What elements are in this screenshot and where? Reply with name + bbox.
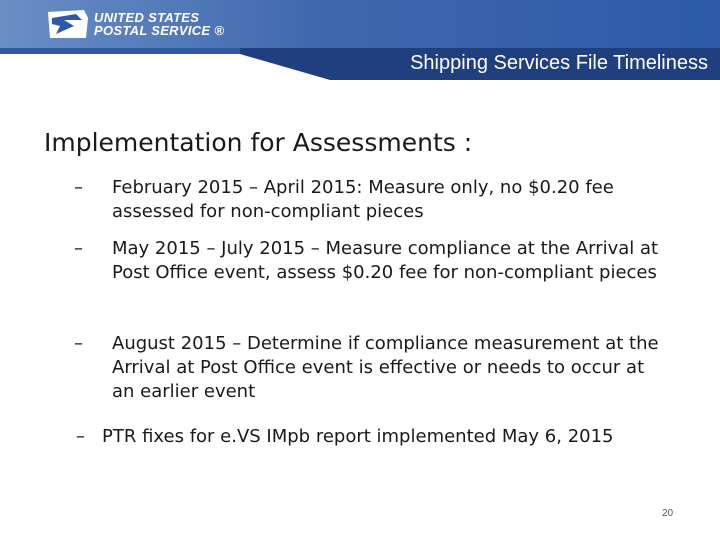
bullet-text: May 2015 – July 2015 – Measure compliance at the Arrival at Post Office event, assess $0.20 fee for non-compliant pieces [112, 238, 659, 283]
bullet-dash: – [74, 177, 83, 198]
bullet-text: February 2015 – April 2015: Measure only, no $0.20 fee assessed for non-compliant pieces [112, 177, 614, 222]
bullet-text: August 2015 – Determine if compliance measurement at the Arrival at Post Office event is effective or needs to occur at an earlier event [112, 333, 659, 402]
slide-header [0, 0, 720, 80]
logo-line-2: POSTAL SERVICE ® [94, 23, 225, 38]
bullet-item [74, 176, 674, 224]
bullet-item [76, 425, 676, 449]
slide-header-title: Shipping Services File Timeliness [410, 52, 708, 74]
usps-eagle-logo-icon [46, 8, 90, 40]
logo-line-1: UNITED STATES [94, 10, 200, 25]
bullet-item [74, 237, 674, 285]
logo-wordmark [94, 11, 224, 37]
slide-heading: Implementation for Assessments : [44, 128, 473, 157]
bullet-text: PTR fixes for e.VS IMpb report implemented May 6, 2015 [102, 426, 614, 447]
bullet-item [74, 332, 674, 404]
bullet-dash: – [74, 238, 83, 259]
page-number: 20 [662, 508, 674, 519]
usps-logo [46, 8, 236, 40]
bullet-dash: – [76, 426, 85, 447]
bullet-dash: – [74, 333, 83, 354]
